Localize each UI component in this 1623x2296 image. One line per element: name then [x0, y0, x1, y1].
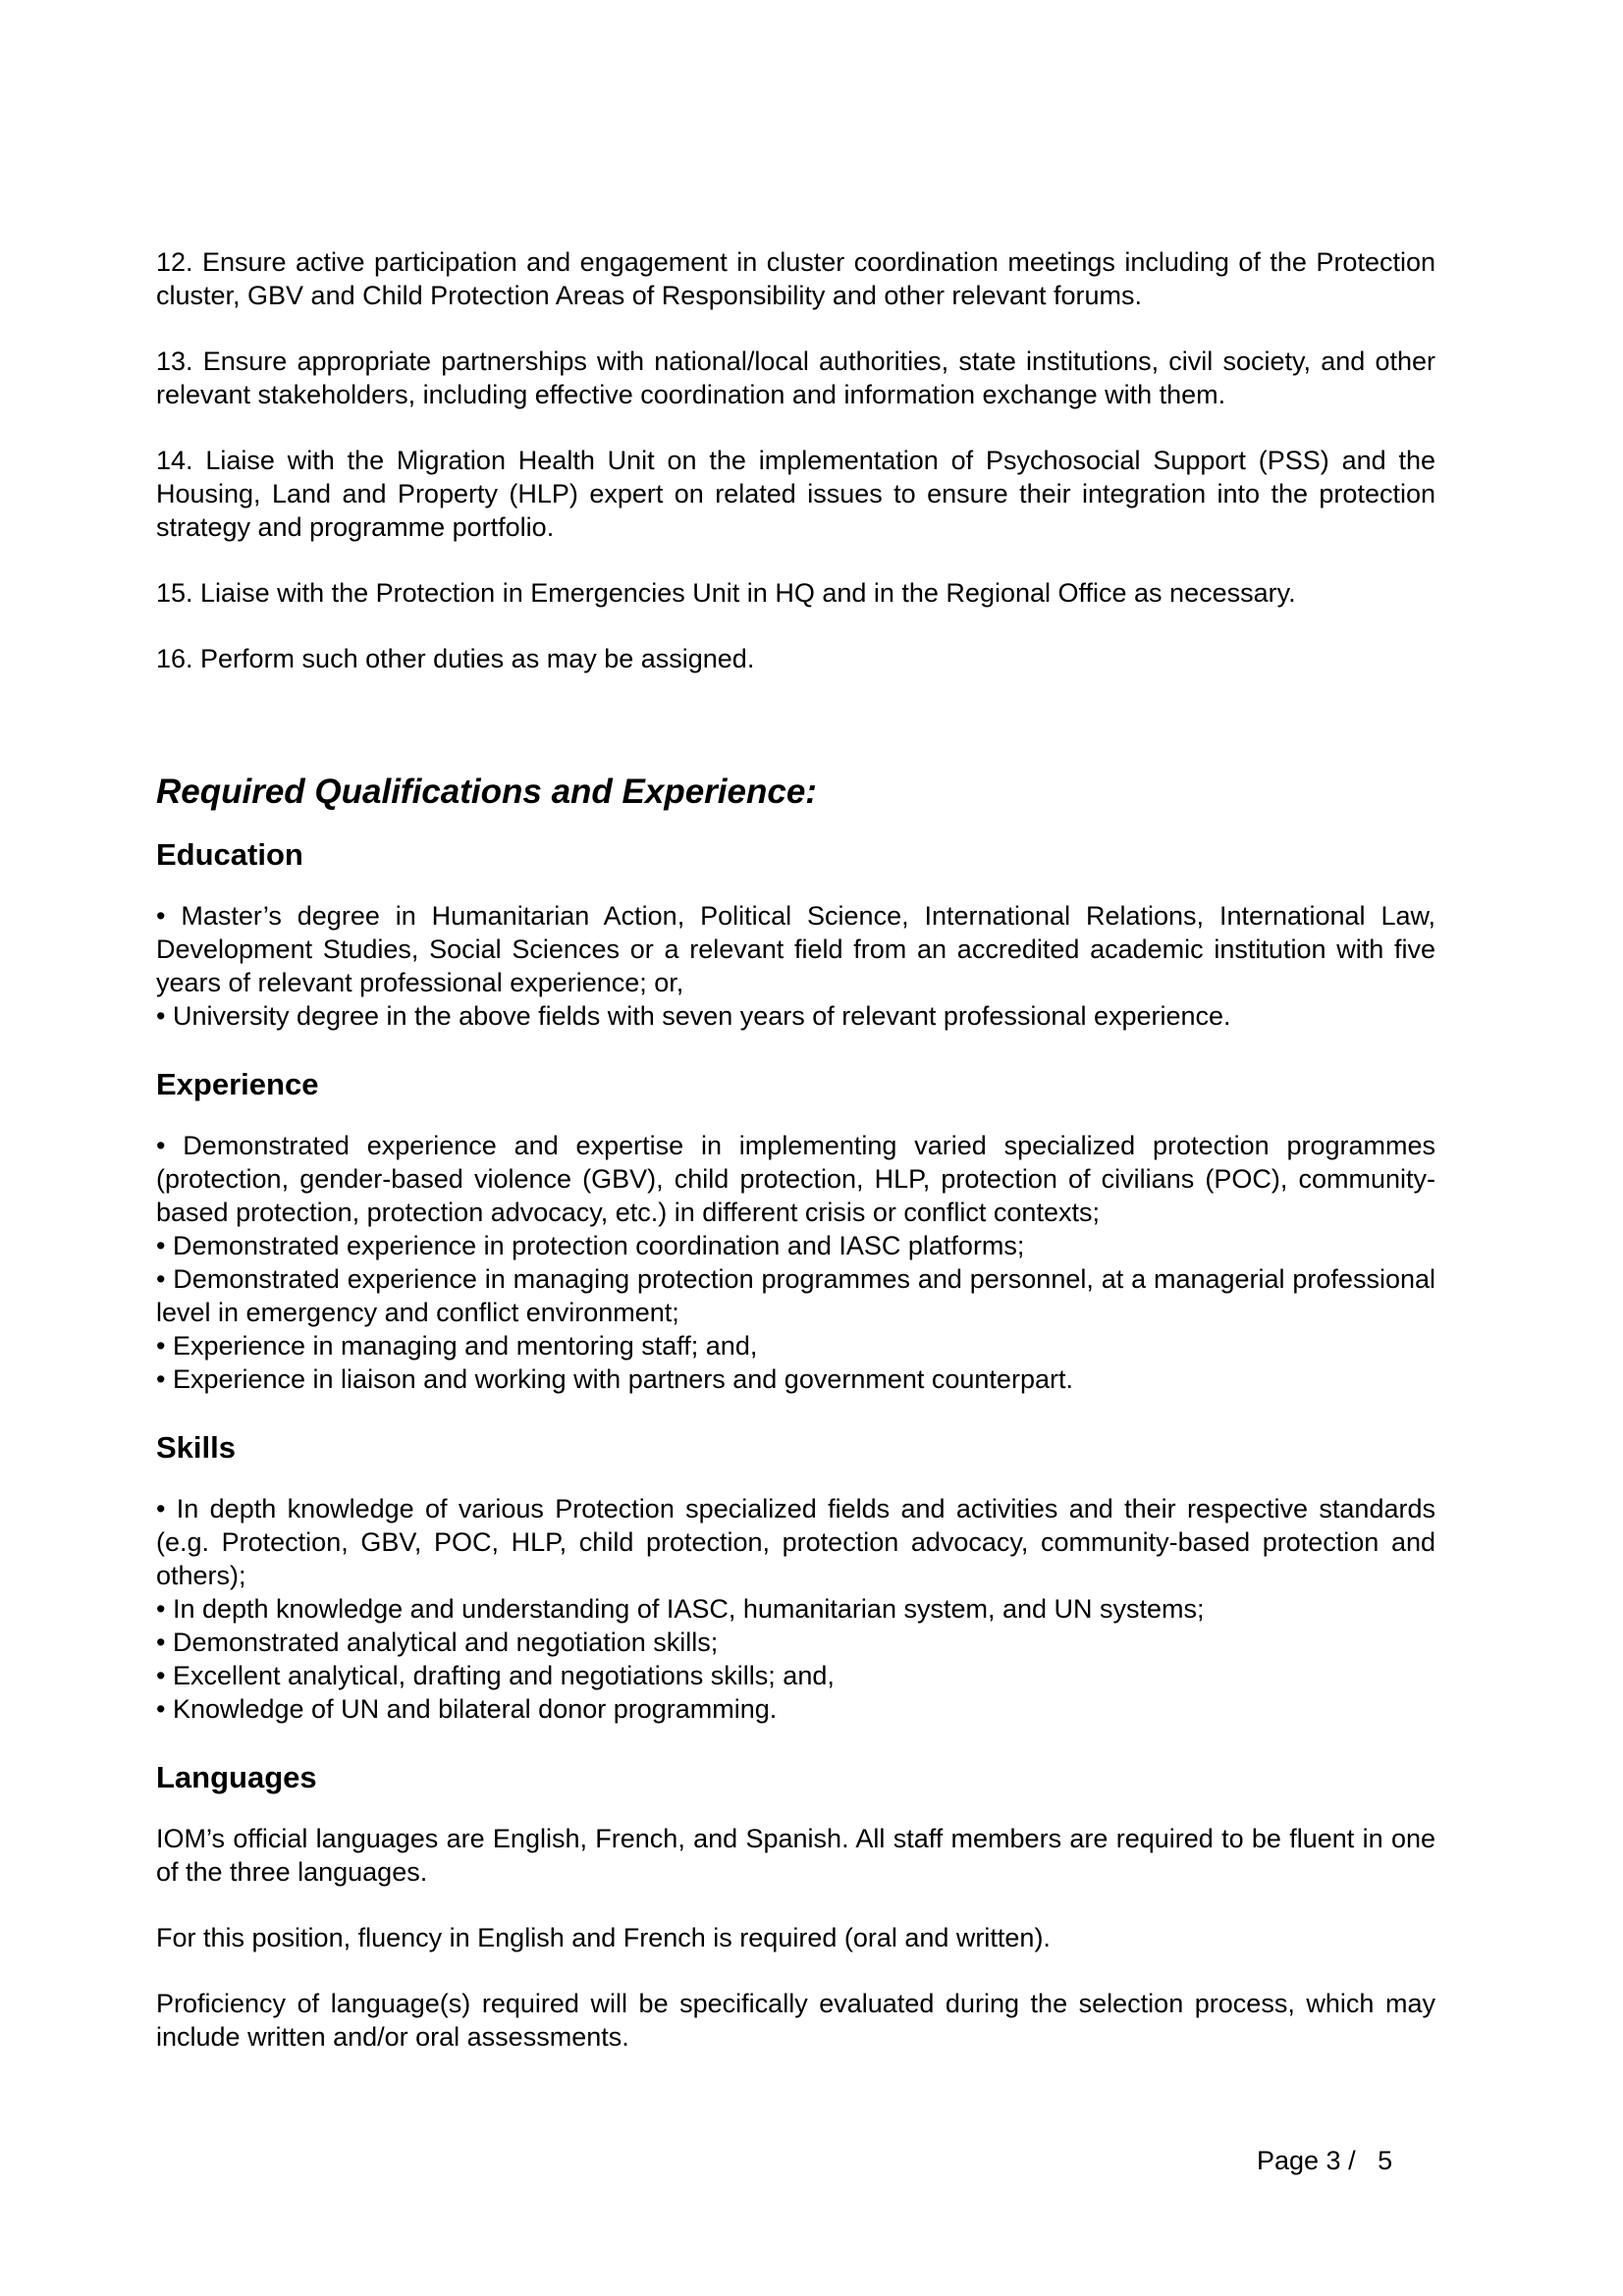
- list-item: • Demonstrated experience in protection coordination and IASC platforms;: [156, 1231, 1025, 1260]
- languages-paragraph: For this position, fluency in English and French is required (oral and written).: [156, 1923, 1051, 1952]
- list-item: • Demonstrated analytical and negotiation skills;: [156, 1628, 719, 1657]
- list-item: • Knowledge of UN and bilateral donor programming.: [156, 1694, 778, 1724]
- duty-paragraph-14: 14. Liaise with the Migration Health Unit on the implementation of Psychosocial Support (PSS) and the Housing, Land and Property (HLP) expert on related issues to ensure their integration into the protection strategy and programme portfolio.: [156, 446, 1435, 542]
- languages-heading: Languages: [156, 1760, 317, 1794]
- duty-paragraph-12: 12. Ensure active participation and engagement in cluster coordination meetings including of the Protection cluster, GBV and Child Protection Areas of Responsibility and other relevant forums.: [156, 247, 1435, 310]
- education-heading: Education: [156, 837, 303, 872]
- list-item: • Excellent analytical, drafting and negotiations skills; and,: [156, 1661, 835, 1690]
- list-item: • University degree in the above fields with seven years of relevant professional experience.: [156, 1001, 1231, 1031]
- list-item: • Demonstrated experience and expertise in implementing varied specialized protection programmes (protection, gender-based violence (GBV), child protection, HLP, protection of civilians (POC), community-based protection, protection advocacy, etc.) in different crisis or conflict contexts;: [156, 1131, 1435, 1227]
- list-item: • In depth knowledge and understanding of IASC, humanitarian system, and UN systems;: [156, 1594, 1205, 1624]
- experience-heading: Experience: [156, 1067, 319, 1101]
- duty-paragraph-16: 16. Perform such other duties as may be assigned.: [156, 644, 755, 673]
- languages-paragraph: Proficiency of language(s) required will be specifically evaluated during the selection process, which may include written and/or oral assessments.: [156, 1989, 1435, 2052]
- list-item: • Demonstrated experience in managing protection programmes and personnel, at a managerial professional level in emergency and conflict environment;: [156, 1264, 1435, 1327]
- education-list: [156, 899, 1435, 1033]
- list-item: • Experience in managing and mentoring staff; and,: [156, 1331, 758, 1361]
- list-item: • In depth knowledge of various Protection specialized fields and activities and their respective standards (e.g. Protection, GBV, POC, HLP, child protection, protection advocacy, community-based protection and others);: [156, 1494, 1435, 1590]
- list-item: • Experience in liaison and working with partners and government counterpart.: [156, 1364, 1073, 1394]
- qualifications-title: Required Qualifications and Experience:: [156, 773, 817, 811]
- duty-paragraph-13: 13. Ensure appropriate partnerships with national/local authorities, state institutions, civil society, and other relevant stakeholders, including effective coordination and information exchange with them.: [156, 347, 1435, 409]
- list-item: • Master’s degree in Humanitarian Action, Political Science, International Relations, International Law, Development Studies, Social Sciences or a relevant field from an accredited academic institution with five years of relevant professional experience; or,: [156, 901, 1435, 997]
- experience-list: [156, 1129, 1435, 1396]
- page-content: [156, 245, 1435, 2086]
- skills-heading: Skills: [156, 1430, 236, 1465]
- page-number: Page 3 / 5: [1257, 2146, 1393, 2175]
- duty-paragraph-15: 15. Liaise with the Protection in Emergencies Unit in HQ and in the Regional Office as necessary.: [156, 578, 1296, 608]
- languages-paragraph: IOM’s official languages are English, French, and Spanish. All staff members are required to be fluent in one of the three languages.: [156, 1824, 1435, 1887]
- skills-list: [156, 1492, 1435, 1726]
